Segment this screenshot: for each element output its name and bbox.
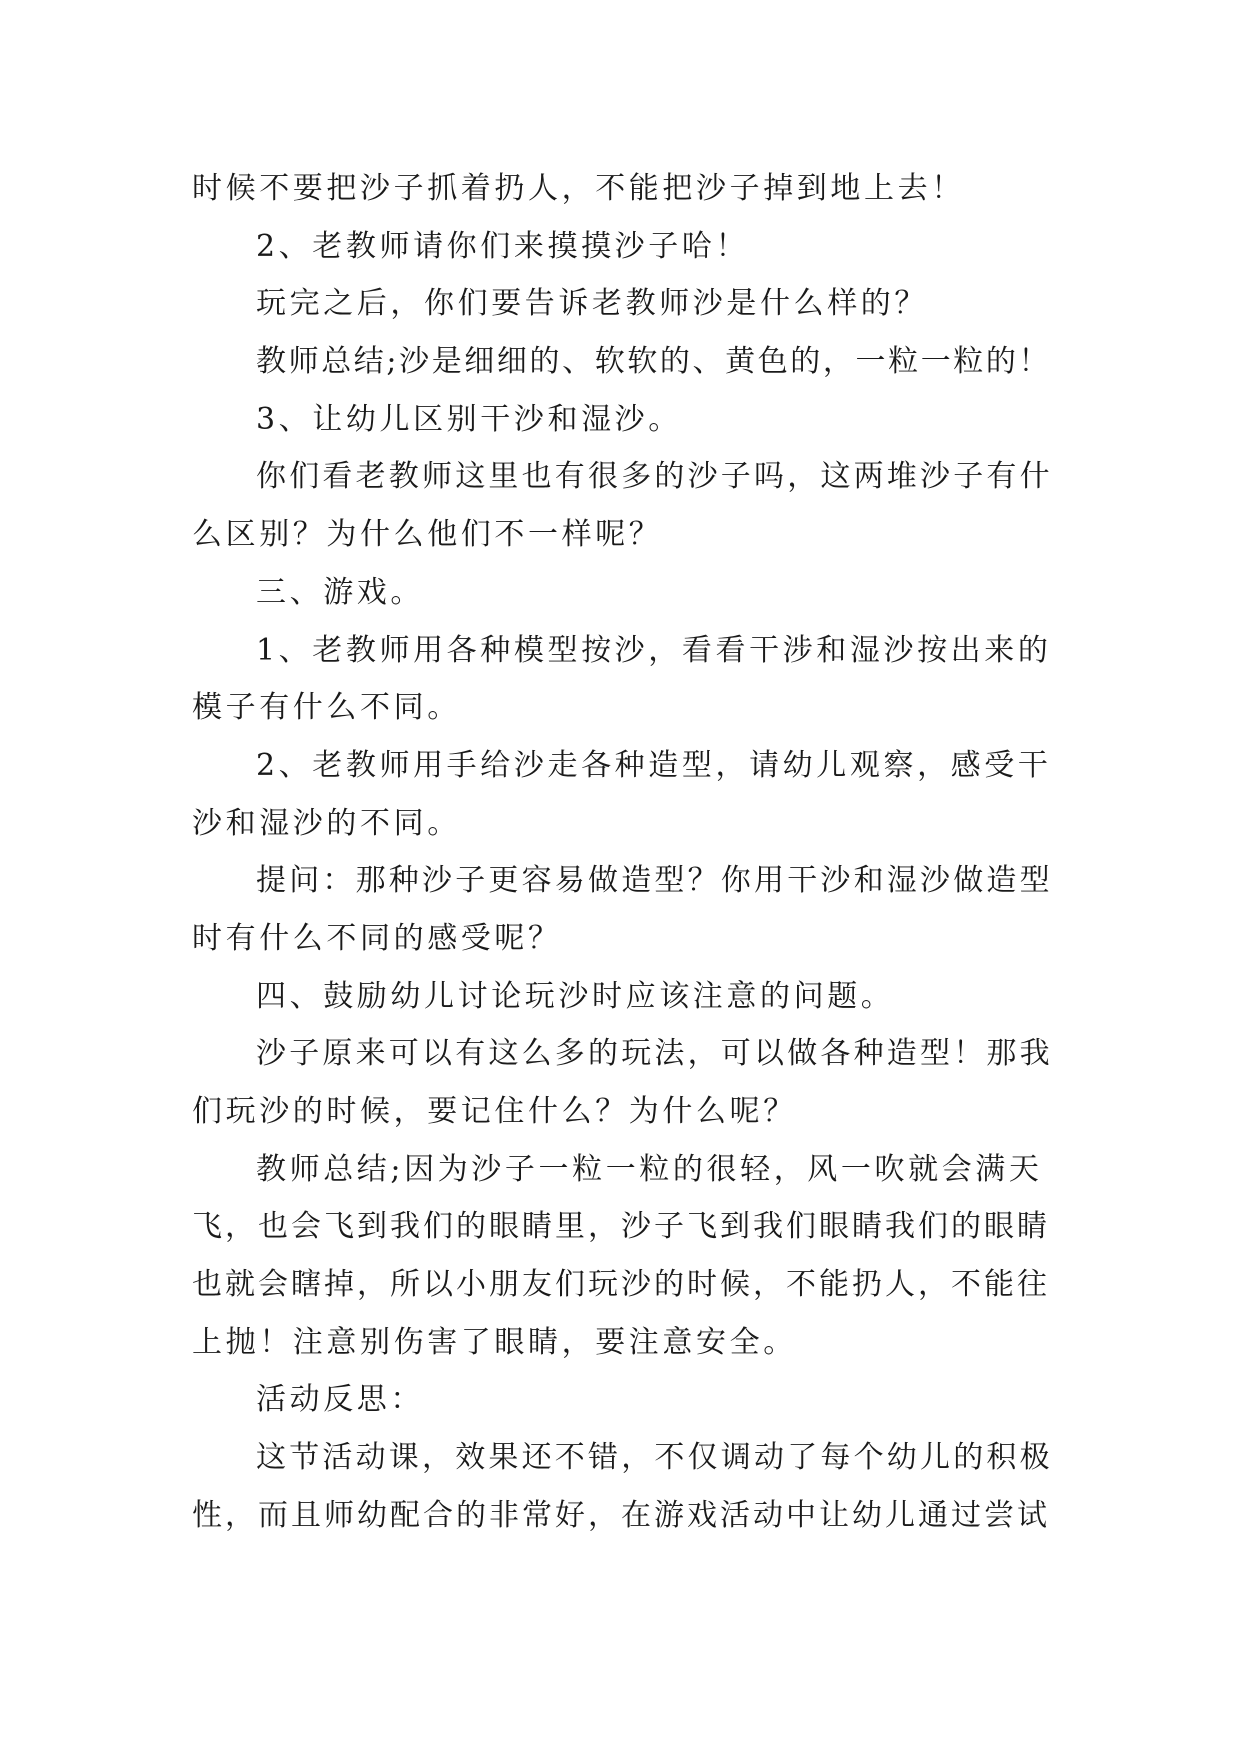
text-line: 这节活动课，效果还不错，不仅调动了每个幼儿的积极 — [256, 1440, 1053, 1476]
text-line: 也就会瞎掉，所以小朋友们玩沙的时候，不能扔人，不能往 — [192, 1267, 1050, 1303]
text-line: 玩完之后，你们要告诉老教师沙是什么样的？ — [256, 286, 928, 322]
text-line: 沙和湿沙的不同。 — [192, 805, 461, 841]
text-line: 活动反思： — [256, 1382, 424, 1418]
text-line: 提问：那种沙子更容易做造型？你用干沙和湿沙做造型 — [256, 863, 1053, 899]
text-line: 飞，也会飞到我们的眼睛里，沙子飞到我们眼睛我们的眼睛 — [192, 1209, 1050, 1245]
text-line: 3、让幼儿区别干沙和湿沙。 — [256, 401, 682, 437]
text-line: 2、老教师用手给沙走各种造型，请幼儿观察，感受干 — [256, 747, 1052, 783]
text-line: 们玩沙的时候，要记住什么？为什么呢？ — [192, 1094, 797, 1129]
text-line: 1、老教师用各种模型按沙，看看干涉和湿沙按出来的 — [256, 632, 1052, 668]
text-line: 三、游戏。 — [256, 574, 424, 610]
text-line: 时候不要把沙子抓着扔人，不能把沙子掉到地上去！ — [192, 171, 965, 206]
text-line: 上抛！注意别伤害了眼睛，要注意安全。 — [192, 1324, 797, 1360]
text-line: 么区别？为什么他们不一样呢？ — [192, 517, 663, 553]
text-line: 教师总结;沙是细细的、软软的、黄色的，一粒一粒的！ — [256, 344, 1052, 380]
text-line: 教师总结;因为沙子一粒一粒的很轻，风一吹就会满天 — [256, 1151, 1043, 1187]
document-body — [192, 160, 1054, 1545]
text-line: 性，而且师幼配合的非常好，在游戏活动中让幼儿通过尝试 — [192, 1497, 1050, 1533]
text-line: 沙子原来可以有这么多的玩法，可以做各种造型！那我 — [256, 1036, 1053, 1072]
text-line: 时有什么不同的感受呢？ — [192, 920, 562, 956]
text-line: 2、老教师请你们来摸摸沙子哈！ — [256, 228, 750, 264]
text-line: 模子有什么不同。 — [192, 690, 461, 726]
text-line: 四、鼓励幼儿讨论玩沙时应该注意的问题。 — [256, 978, 895, 1014]
text-line: 你们看老教师这里也有很多的沙子吗，这两堆沙子有什 — [256, 459, 1053, 495]
